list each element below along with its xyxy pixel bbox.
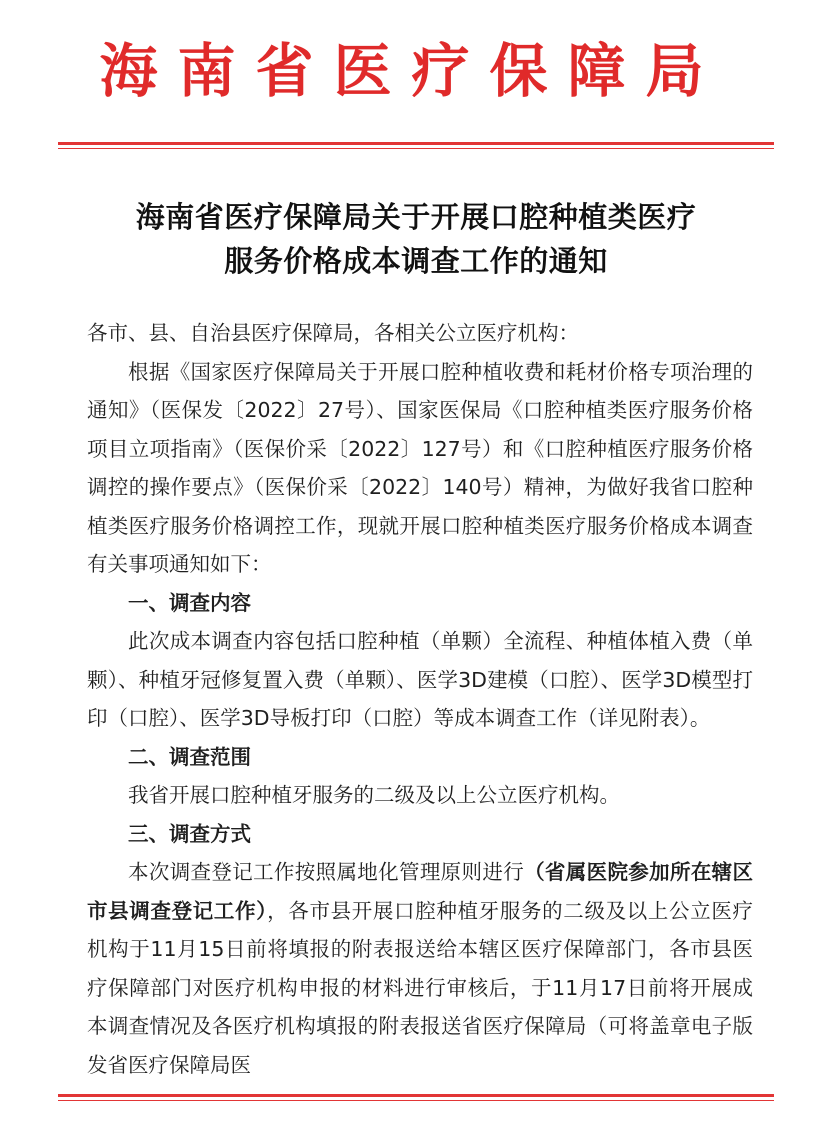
footer-red-rule-thin — [58, 1100, 774, 1101]
content-paragraph: 此次成本调查内容包括口腔种植（单颗）全流程、种植体植入费（单颗）、种植牙冠修复置入费（单颗）、医学3D建模（口腔）、医学3D模型打印（口腔）、医学3D导板打印（口腔）等成本调查工作（详见附表）。 — [87, 629, 753, 730]
title-line-2: 服务价格成本调查工作的通知 — [224, 244, 608, 278]
header-red-rule — [58, 142, 774, 145]
document-body — [87, 314, 753, 1084]
header-red-rule-thin — [58, 148, 774, 149]
title-line-1: 海南省医疗保障局关于开展口腔种植类医疗 — [135, 200, 697, 234]
method-paragraph — [87, 853, 753, 1084]
section-heading-method: 三、调查方式 — [128, 821, 251, 846]
method-text-bold: （省属医院参加所在辖区市县调查登记工作） — [87, 860, 754, 923]
intro-paragraph: 根据《国家医疗保障局关于开展口腔种植收费和耗材价格专项治理的通知》（医保发〔2022〕27号）、国家医保局《口腔种植类医疗服务价格项目立项指南》（医保价采〔2022〕127号）和《口腔种植医疗服务价格调控的操作要点》（医保价采〔2022〕140号）精神，为做好我省口腔种植类医疗服务价格调控工作，现就开展口腔种植类医疗服务价格成本调查有关事项通知如下： — [87, 359, 753, 576]
method-text-end: ，各市县开展口腔种植牙服务的二级及以上公立医疗机构于11月15日前将填报的附表报送给本辖区医疗保障部门，各市县医疗保障部门对医疗机构申报的材料进行审核后，于11月17日前将开展成本调查情况及各医疗机构填报的附表报送省医疗保障局（可将盖章电子版发省医疗保障局医 — [87, 898, 754, 1077]
footer-red-rule — [58, 1094, 774, 1097]
section-heading-content: 一、调查内容 — [128, 590, 251, 615]
scope-paragraph: 我省开展口腔种植牙服务的二级及以上公立医疗机构。 — [128, 783, 620, 807]
document-title — [60, 195, 772, 283]
method-text-start: 本次调查登记工作按照属地化管理原则进行 — [128, 860, 525, 884]
section-heading-scope: 二、调查范围 — [128, 744, 251, 769]
agency-masthead: 海南省医疗保障局 — [99, 37, 724, 105]
salutation: 各市、县、自治县医疗保障局，各相关公立医疗机构： — [87, 321, 579, 345]
